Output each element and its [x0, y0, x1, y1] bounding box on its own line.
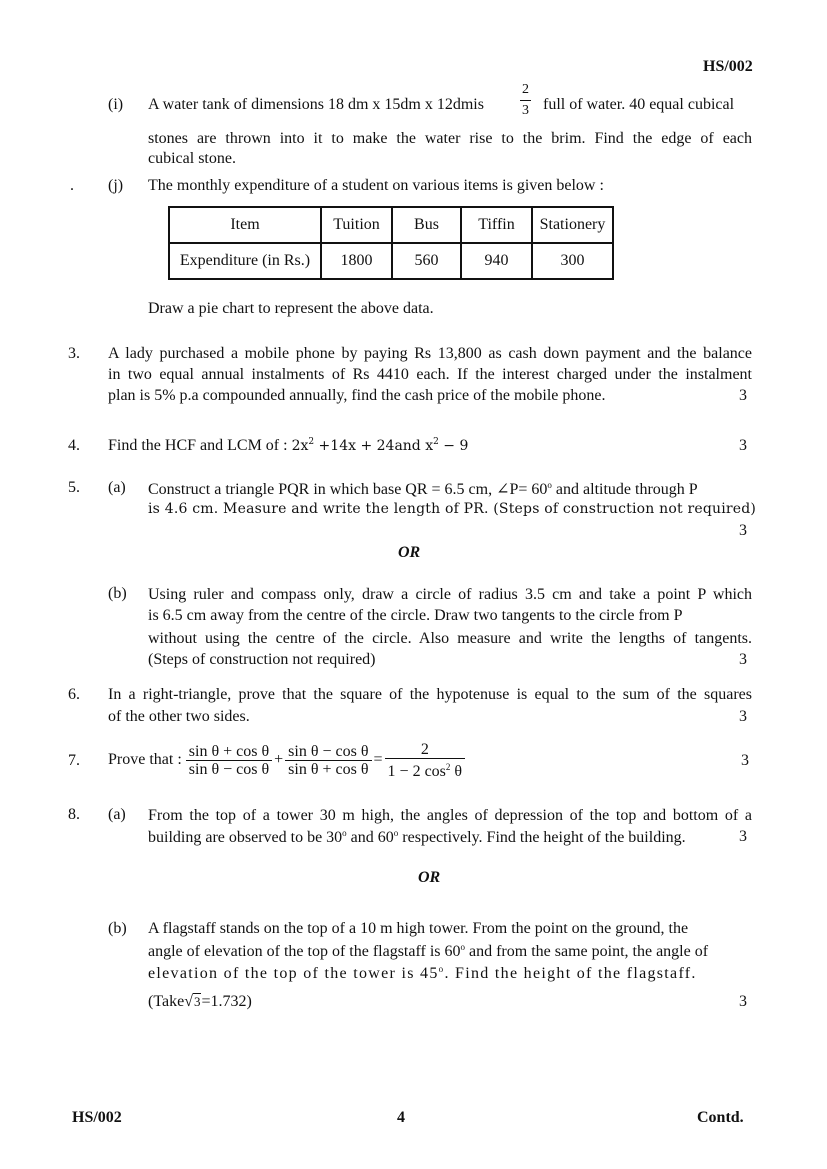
q3-number: 3.	[68, 345, 80, 362]
q7-text: Prove that :	[108, 751, 182, 768]
q8-b-line2-pre: angle of elevation of the top of the flagstaff is 60	[148, 943, 461, 960]
q5-b-line2: is 6.5 cm away from the centre of the circle. Draw two tangents to the circle from P	[148, 607, 683, 624]
q7-fraction-2	[285, 743, 371, 778]
q7-f3-den	[385, 759, 466, 780]
q5-a-deg: o	[547, 480, 552, 490]
q-j-bullet: .	[70, 177, 74, 194]
q8-a-deg2: o	[393, 828, 399, 838]
q4-exp-a: 2	[308, 437, 315, 447]
q8-b-line3-post: . Find the height of the flagstaff.	[444, 965, 697, 982]
q5-b-marks: 3	[739, 651, 747, 668]
q8-b-line1: A flagstaff stands on the top of a 10 m high tower. From the point on the ground, the	[148, 920, 689, 937]
q8-b-marks: 3	[739, 993, 747, 1010]
table-row	[169, 243, 613, 279]
q8-or: OR	[418, 869, 441, 886]
q8-a-line2-post: respectively. Find the height of the building.	[398, 829, 686, 846]
q3-line1: A lady purchased a mobile phone by paying Rs 13,800 as cash down payment and the balance	[108, 345, 752, 362]
sqrt-icon: √	[184, 993, 193, 1010]
table-header-cell: Bus	[392, 207, 461, 243]
q6-line1: In a right-triangle, prove that the square of the hypotenuse is equal to the sum of the squares	[108, 686, 752, 703]
q8-b-line3-pre: elevation of the top of the tower is 45	[148, 965, 439, 982]
q-i-label: (i)	[108, 96, 124, 113]
table-header-cell: Tuition	[321, 207, 392, 243]
q7-f3-den-pre: 1 − 2 cos	[387, 762, 446, 780]
q4-expr-a: 2x	[291, 438, 309, 454]
q8-a-marks: 3	[739, 828, 747, 845]
q-i-line1-pre: A water tank of dimensions 18 dm x 15dm x 12dmis	[148, 96, 484, 113]
q-j-text: The monthly expenditure of a student on various items is given below :	[148, 177, 604, 194]
q-j-label: (j)	[108, 177, 124, 194]
q-i-frac-num: 2	[520, 80, 531, 101]
q7-f3-num: 2	[385, 741, 466, 759]
q8-a-label: (a)	[108, 806, 126, 823]
q4-expr-c: − 9	[438, 438, 469, 454]
q7-f3-den-exp: 2	[445, 761, 451, 772]
q8-b-sqrt-arg: 3	[193, 994, 201, 1009]
q4-exp-b: 2	[433, 437, 439, 447]
q8-a-line2	[148, 828, 686, 847]
table-cell: 300	[532, 243, 613, 279]
q7-f1-den: sin θ − cos θ	[188, 760, 270, 778]
q5-a-line2: is 4.6 cm. Measure and write the length of PR. (Steps of construction not required)	[148, 501, 757, 517]
q3-line2: in two equal annual instalments of Rs 4410 each. If the interest charged under the instalment	[108, 366, 752, 383]
q8-a-line2-mid: and 60	[346, 829, 394, 846]
q5-a-line1-end: and altitude through P	[551, 481, 698, 498]
table-header-cell: Stationery	[532, 207, 613, 243]
q5-b-line1: Using ruler and compass only, draw a circle of radius 3.5 cm and take a point P which	[148, 586, 752, 603]
footer-code: HS/002	[72, 1109, 122, 1126]
q5-or: OR	[398, 544, 421, 561]
q8-b-deg1: o	[460, 942, 465, 952]
q5-a-label: (a)	[108, 479, 126, 496]
q6-marks: 3	[739, 708, 747, 725]
q8-b-line4-pre: (Take	[148, 993, 185, 1010]
table-cell: 560	[392, 243, 461, 279]
q-i-line3: cubical stone.	[148, 150, 236, 167]
q5-b-line4: (Steps of construction not required)	[148, 651, 376, 668]
footer-contd: Contd.	[697, 1109, 744, 1126]
q4-number: 4.	[68, 437, 80, 454]
table-cell: Expenditure (in Rs.)	[169, 243, 321, 279]
q7-marks: 3	[741, 752, 749, 769]
q7-f2-den: sin θ + cos θ	[288, 760, 369, 778]
q-j-after: Draw a pie chart to represent the above data.	[148, 300, 434, 317]
q5-b-line3: without using the centre of the circle. Also measure and write the lengths of tangents.	[148, 630, 752, 647]
q5-a-marks: 3	[739, 522, 747, 539]
q5-a-line1	[148, 479, 698, 499]
q7-f1-num: sin θ + cos θ	[186, 743, 272, 761]
angle-icon: ∠	[496, 481, 510, 498]
q6-line2: of the other two sides.	[108, 708, 250, 725]
q5-b-label: (b)	[108, 585, 127, 602]
footer-page-number: 4	[397, 1109, 405, 1126]
expenditure-table	[168, 206, 614, 280]
q-i-fraction	[520, 80, 531, 121]
q4-math	[292, 438, 469, 454]
q8-b-deg2: o	[438, 964, 445, 974]
q5-number: 5.	[68, 479, 80, 496]
q4-expression	[108, 437, 468, 455]
header-code: HS/002	[703, 58, 753, 75]
q8-number: 8.	[68, 806, 80, 823]
q7-f3-den-post: θ	[450, 762, 463, 780]
q6-number: 6.	[68, 686, 80, 703]
q8-b-label: (b)	[108, 920, 127, 937]
q8-b-line4	[148, 993, 252, 1011]
q8-b-line4-post: =1.732)	[201, 993, 252, 1010]
q7-plus: +	[274, 751, 284, 768]
q-i-frac-den: 3	[522, 103, 529, 118]
table-cell: 1800	[321, 243, 392, 279]
table-header-cell: Tiffin	[461, 207, 532, 243]
q8-b-line2-post: and from the same point, the angle of	[465, 943, 709, 960]
q4-expr-b: +14x + 24and x	[314, 438, 434, 454]
q8-a-deg1: o	[342, 828, 347, 838]
q-i-line1-post: full of water. 40 equal cubical	[543, 96, 735, 113]
q-i-line2: stones are thrown into it to make the water rise to the brim. Find the edge of each	[148, 130, 752, 147]
q5-a-line1-pre: Construct a triangle PQR in which base QR = 6.5 cm,	[148, 481, 493, 498]
q5-a-line1-post: P= 60	[509, 481, 548, 498]
table-header-row	[169, 207, 613, 243]
q3-marks: 3	[739, 387, 747, 404]
table-header-cell: Item	[169, 207, 321, 243]
q4-marks: 3	[739, 437, 747, 454]
q7-fraction-1	[186, 743, 272, 778]
q4-text: Find the HCF and LCM of :	[108, 437, 288, 454]
q8-b-line2	[148, 942, 708, 961]
q7-number: 7.	[68, 752, 80, 769]
table-cell: 940	[461, 243, 532, 279]
q8-a-line1: From the top of a tower 30 m high, the angles of depression of the top and bottom of a	[148, 807, 752, 824]
q8-a-line2-pre: building are observed to be 30	[148, 829, 343, 846]
q8-b-line3	[148, 964, 697, 983]
q7-fraction-3	[385, 741, 466, 780]
q7-equals: =	[373, 751, 383, 768]
q7-f2-num: sin θ − cos θ	[285, 743, 371, 761]
q7-equation	[108, 738, 465, 782]
q3-line3: plan is 5% p.a compounded annually, find the cash price of the mobile phone.	[108, 387, 606, 404]
